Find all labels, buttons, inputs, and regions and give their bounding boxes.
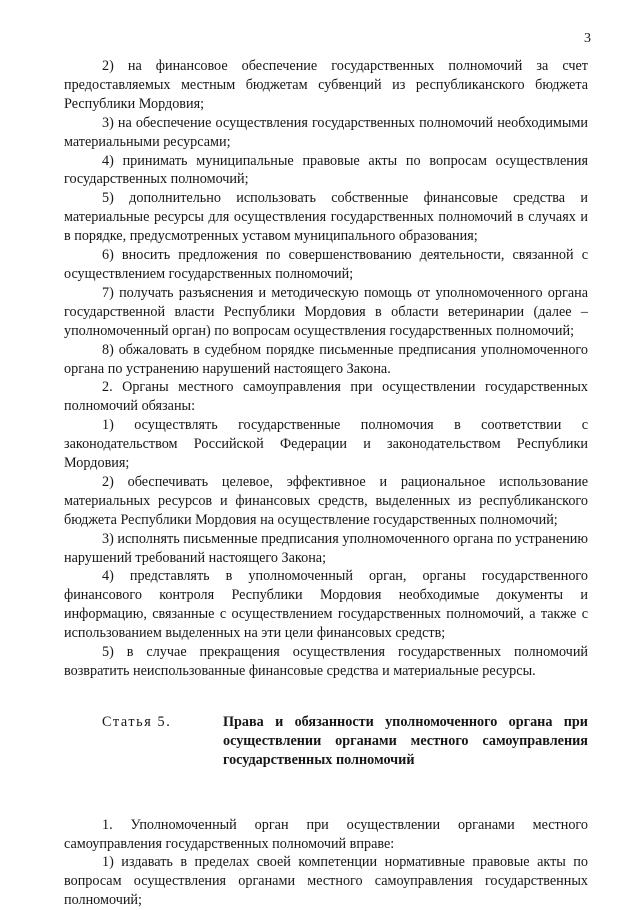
paragraphs-after xyxy=(64,816,588,910)
article-title: Права и обязанности уполномоченного органа при осуществлении органами местного самоуправления государственных полномочий xyxy=(223,713,588,768)
paragraph: 4) представлять в уполномоченный орган, органы государственного финансового контроля Республики Мордовия необходимые документы и информацию, связанные с осуществлением государственных полномочий, а также с использованием выделенных на эти цели финансовых средств; xyxy=(64,568,588,642)
paragraph: 5) дополнительно использовать собственные финансовые средства и материальные ресурсы для осуществления государственных полномочий в случаях и в порядке, предусмотренных уставом муниципального образования; xyxy=(64,190,588,245)
paragraph: 5) в случае прекращения осуществления государственных полномочий возвратить неиспользованные финансовые средства и материальные ресурсы. xyxy=(64,644,588,679)
paragraph: 4) принимать муниципальные правовые акты по вопросам осуществления государственных полномочий; xyxy=(64,152,588,188)
paragraph: 3) на обеспечение осуществления государственных полномочий необходимыми материальными ресурсами; xyxy=(64,114,588,150)
paragraphs-before xyxy=(64,57,588,681)
paragraph: 2) обеспечивать целевое, эффективное и рациональное использование материальных ресурсов и финансовых средств, выделенных из республиканского бюджета Республики Мордовия на осуществление государственных полномочий; xyxy=(64,473,588,528)
page-number: 3 xyxy=(584,31,591,46)
paragraph: 1) осуществлять государственные полномочия в соответствии с законодательством Российской Федерации и законодательством Республики Мордовия; xyxy=(64,417,588,472)
paragraph: 6) вносить предложения по совершенствованию деятельности, связанной с осуществлением государственных полномочий; xyxy=(64,247,588,282)
paragraph: 1. Уполномоченный орган при осуществлении органами местного самоуправления государственных полномочий вправе: xyxy=(64,816,588,852)
document-body xyxy=(64,57,588,910)
paragraph: 2) на финансовое обеспечение государственных полномочий за счет предоставляемых местным бюджетам субвенций из республиканского бюджета Республики Мордовия; xyxy=(64,58,588,112)
paragraph: 1) издавать в пределах своей компетенции нормативные правовые акты по вопросам осуществления органами местного самоуправления государственных полномочий; xyxy=(64,854,588,909)
paragraph: 8) обжаловать в судебном порядке письменные предписания уполномоченного органа по устранению нарушений настоящего Закона. xyxy=(64,341,588,377)
article-label: Статья 5. xyxy=(102,713,172,730)
article-heading xyxy=(64,713,588,770)
paragraph: 7) получать разъяснения и методическую помощь от уполномоченного органа государственной власти Республики Мордовия в области ветеринарии (далее – уполномоченный орган) по вопросам осуществления государственных полномочий; xyxy=(64,284,588,339)
paragraph: 2. Органы местного самоуправления при осуществлении государственных полномочий обязаны: xyxy=(64,379,588,415)
paragraph: 3) исполнять письменные предписания уполномоченного органа по устранению нарушений требований настоящего Закона; xyxy=(64,530,588,566)
